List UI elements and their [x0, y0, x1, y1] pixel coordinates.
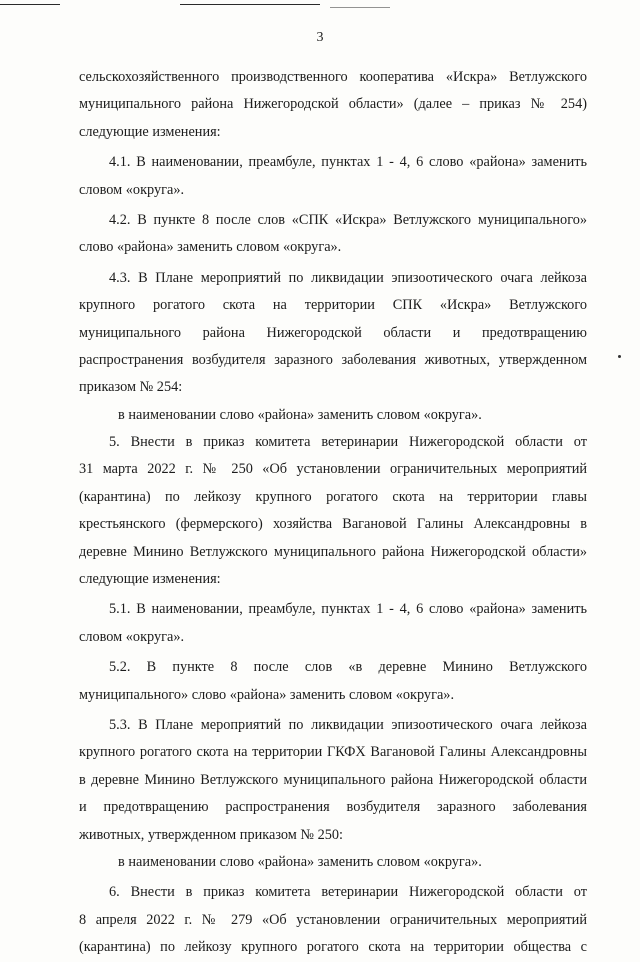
paragraph-4-1: 4.1. В наименовании, преамбуле, пунктах 1 - 4, 6 слово «района» заменить: [109, 154, 587, 171]
text-line: (карантина) по лейкозу крупного рогатого скота на территории главы: [79, 488, 587, 505]
text-line: и предотвращению распространения возбудителя заразного заболевания: [79, 799, 587, 816]
text-line: крупного рогатого скота на территории ГКФХ Вагановой Галины Александровны: [79, 744, 587, 761]
text-line: крестьянского (фермерского) хозяйства Вагановой Галины Александровны в: [79, 516, 587, 533]
text-line: животных, утвержденном приказом № 250:: [79, 826, 344, 843]
text-line: муниципального района Нижегородской области» (далее – приказ № 254): [79, 96, 587, 113]
paragraph-4-2: 4.2. В пункте 8 после слов «СПК «Искра» Ветлужского муниципального»: [109, 211, 587, 228]
paragraph-4-3: 4.3. В Плане мероприятий по ликвидации эпизоотического очага лейкоза: [109, 269, 587, 286]
paragraph-5-3: 5.3. В Плане мероприятий по ликвидации эпизоотического очага лейкоза: [109, 716, 587, 733]
text-line: (карантина) по лейкозу крупного рогатого скота на территории общества с: [79, 939, 587, 956]
text-line: 8 апреля 2022 г. № 279 «Об установлении ограничительных мероприятий: [79, 911, 587, 928]
text-line: распространения возбудителя заразного заболевания животных, утвержденном: [79, 351, 587, 368]
scan-artifact-line: [330, 7, 390, 8]
text-line: следующие изменения:: [79, 571, 221, 588]
text-line: в деревне Минино Ветлужского муниципального района Нижегородской области: [79, 771, 587, 788]
text-line: 31 марта 2022 г. № 250 «Об установлении ограничительных мероприятий: [79, 461, 587, 478]
text-line: крупного рогатого скота на территории СПК «Искра» Ветлужского: [79, 297, 587, 314]
scan-speck: [618, 355, 621, 358]
paragraph-6: 6. Внести в приказ комитета ветеринарии Нижегородской области от: [109, 884, 587, 901]
text-line: в наименовании слово «района» заменить словом «округа».: [118, 853, 482, 870]
text-line: в наименовании слово «района» заменить словом «округа».: [118, 406, 482, 423]
text-line: муниципального района Нижегородской области и предотвращению: [79, 324, 587, 341]
paragraph-5-1: 5.1. В наименовании, преамбуле, пунктах 1 - 4, 6 слово «района» заменить: [109, 601, 587, 618]
page-number: 3: [316, 30, 324, 45]
text-line: приказом № 254:: [79, 379, 183, 396]
text-line: сельскохозяйственного производственного кооператива «Искра» Ветлужского: [79, 69, 587, 85]
scan-artifact-line: [0, 4, 60, 5]
paragraph-5: 5. Внести в приказ комитета ветеринарии Нижегородской области от: [109, 434, 587, 451]
text-line: словом «округа».: [79, 628, 185, 645]
document-body: [79, 64, 587, 962]
text-line: слово «района» заменить словом «округа».: [79, 239, 342, 256]
text-line: словом «округа».: [79, 181, 185, 198]
paragraph-5-2: 5.2. В пункте 8 после слов «в деревне Минино Ветлужского: [109, 659, 587, 676]
text-line: деревне Минино Ветлужского муниципального района Нижегородской области»: [79, 543, 587, 560]
text-line: следующие изменения:: [79, 123, 221, 140]
text-line: муниципального» слово «района» заменить словом «округа».: [79, 686, 455, 703]
scan-artifact-line: [180, 4, 320, 5]
